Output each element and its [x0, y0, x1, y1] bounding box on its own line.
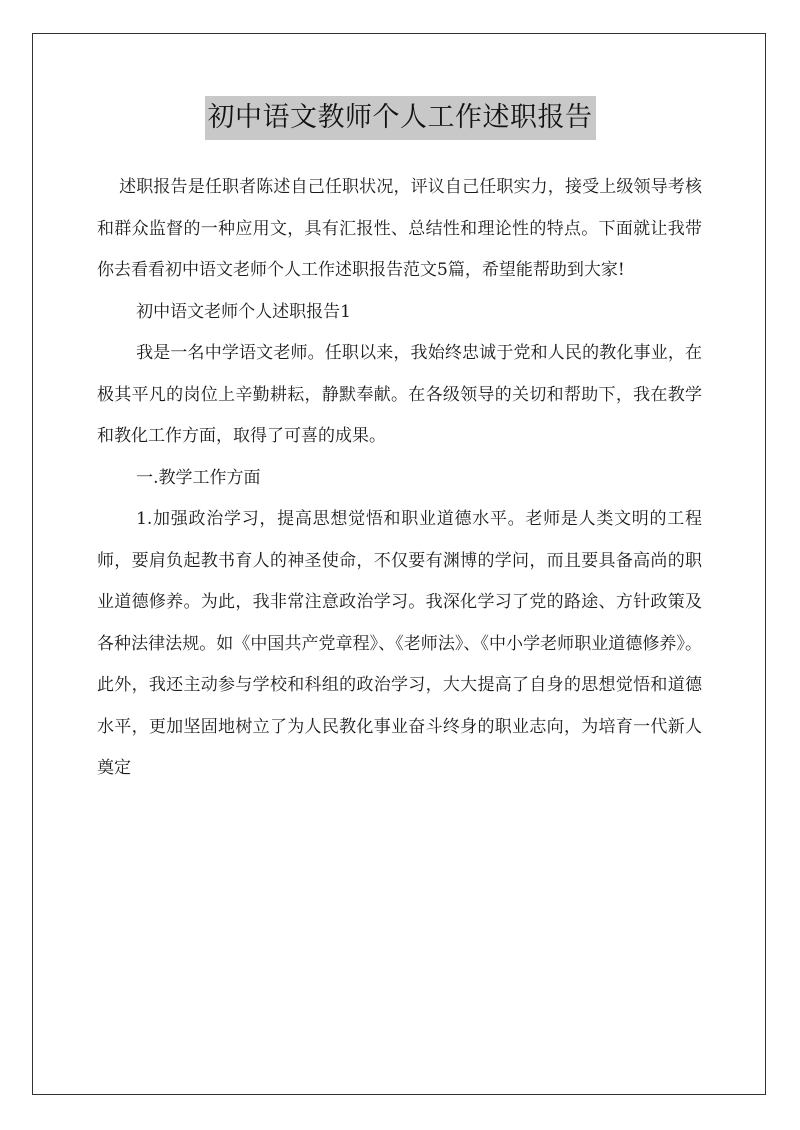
body-paragraph: 我是一名中学语文老师。任职以来，我始终忠诚于党和人民的教化事业，在极其平凡的岗位上辛勤耕耘，静默奉献。在各级领导的关切和帮助下，我在教学和教化工作方面，取得了可喜的成果。 [97, 343, 702, 446]
section-heading-report-1: 初中语文老师个人述职报告1 [136, 301, 351, 322]
subsection-heading-teaching: 一.教学工作方面 [136, 467, 261, 488]
title-container [0, 96, 800, 140]
intro-paragraph: 述职报告是任职者陈述自己任职状况，评议自己任职实力，接受上级领导考核和群众监督的一种应用文，具有汇报性、总结性和理论性的特点。下面就让我带你去看看初中语文老师个人工作述职报告范文5篇，希望能帮助到大家! [97, 177, 702, 280]
document-title: 初中语文教师个人工作述职报告 [205, 96, 596, 140]
body-paragraph: 1.加强政治学习，提高思想觉悟和职业道德水平。老师是人类文明的工程师，要肩负起教书育人的神圣使命，不仅要有渊博的学问，而且要具备高尚的职业道德修养。为此，我非常注意政治学习。我深化学习了党的路途、方针政策及各种法律法规。如《中国共产党章程》、《老师法》、《中小学老师职业道德修养》。此外，我还主动参与学校和科组的政治学习，大大提高了自身的思想觉悟和道德水平，更加坚固地树立了为人民教化事业奋斗终身的职业志向，为培育一代新人奠定 [97, 509, 702, 778]
document-body [97, 167, 702, 790]
